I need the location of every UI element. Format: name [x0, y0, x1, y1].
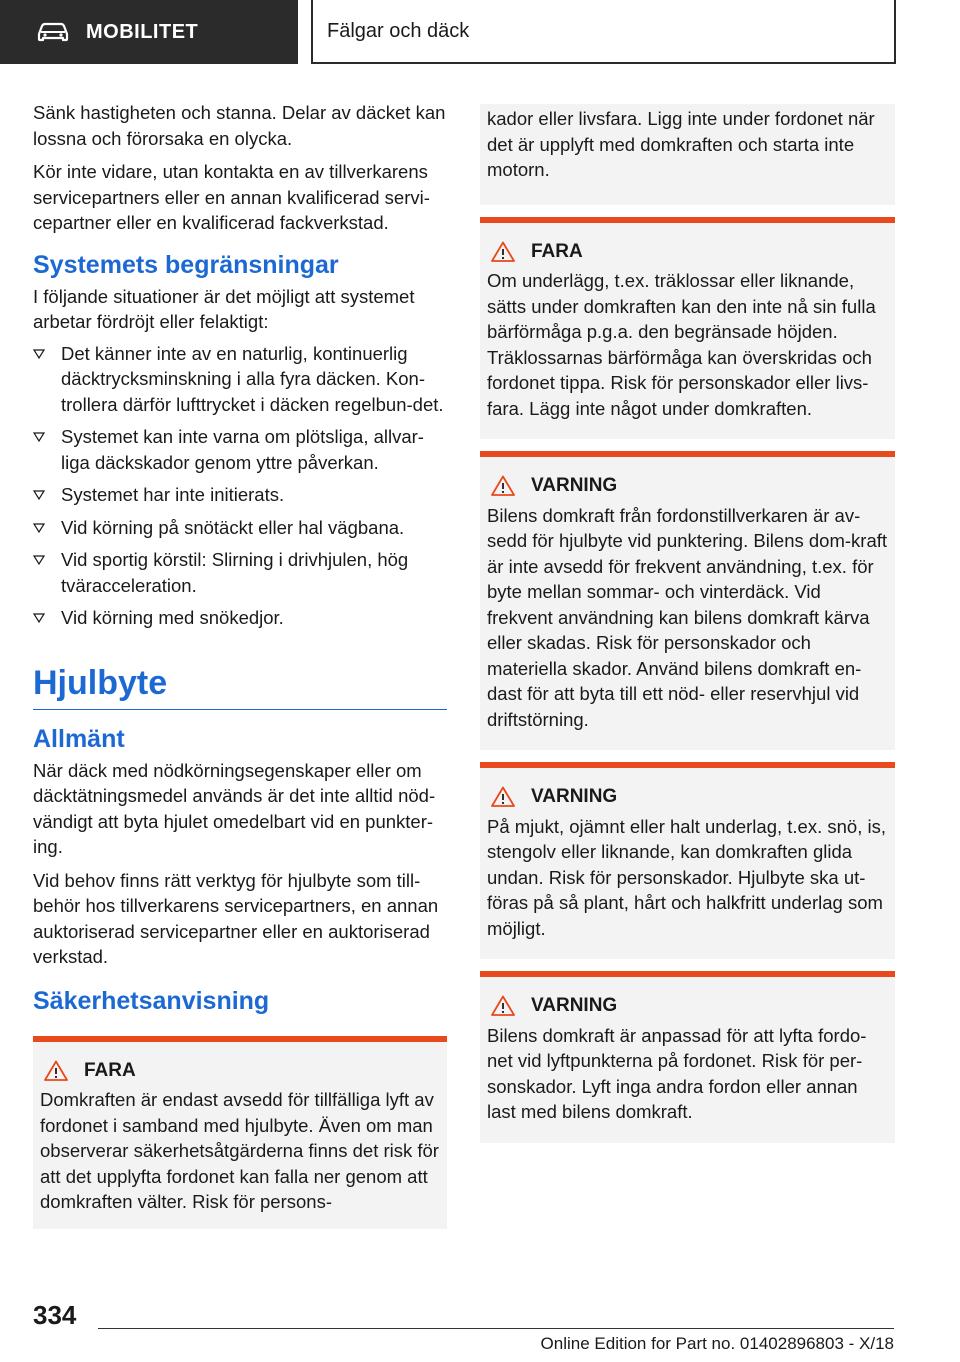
- list-item: Vid sportig körstil: Slirning i drivhjulen, hög tväracceleration.: [33, 547, 447, 598]
- warning-header: [487, 993, 888, 1019]
- warning-text: Bilens domkraft från fordonstillverkaren är av-sedd för hjulbyte vid punktering. Bilens dom-kraft är inte avsedd för frekvent användning, t.ex. för byte mellan sommar- och vinterdäck. Vid frekvent användning kan bilens domkraft kärva eller skadas. Risk för personskador och materiella skador. Använd bilens domkraft en-dast för att byta till ett nöd- eller reservhjul vid driftstörning.: [487, 504, 888, 730]
- warning-box-danger-continued: [480, 104, 895, 205]
- general-heading: Allmänt: [33, 724, 125, 753]
- limits-heading: Systemets begränsningar: [33, 250, 339, 279]
- triangle-bullet-icon: [33, 432, 45, 442]
- warning-text: Om underlägg, t.ex. träklossar eller liknande, sätts under domkraften kan den inte nå sin fulla bärförmåga p.g.a. den begränsade höjden. Träklossarnas bärförmåga kan överskridas och fordonet tippa. Risk för personskador eller livs-fara. Lägg inte något under domkraften.: [487, 270, 876, 419]
- car-icon: [36, 22, 70, 42]
- list-item: Systemet kan inte varna om plötsliga, allvar-liga däckskador genom yttre påverkan.: [33, 424, 447, 475]
- list-item: Vid körning på snötäckt eller hal vägbana.: [33, 515, 447, 541]
- footer-divider: [98, 1328, 894, 1329]
- paragraph: Vid behov finns rätt verktyg för hjulbyte som till-behör hos tillverkarens servicepartners, en annan auktoriserad servicepartner eller en auktoriserad verkstad.: [33, 869, 439, 967]
- warning-box-caution: [480, 451, 895, 750]
- warning-triangle-icon: [44, 1060, 68, 1081]
- header-section-tab: [0, 0, 298, 64]
- header-chapter-title: Fälgar och däck: [327, 19, 470, 42]
- triangle-bullet-icon: [33, 523, 45, 533]
- list-item: Systemet har inte initierats.: [33, 482, 447, 508]
- warning-title: VARNING: [531, 995, 618, 1016]
- right-column: [480, 104, 895, 1155]
- triangle-bullet-icon: [33, 349, 45, 359]
- safety-heading: Säkerhetsanvisning: [33, 986, 270, 1015]
- warning-header: [40, 1058, 440, 1084]
- warning-triangle-icon: [491, 475, 515, 496]
- warning-header: [487, 473, 888, 499]
- left-column: [33, 100, 447, 1229]
- warning-triangle-icon: [491, 241, 515, 262]
- warning-box-caution: [480, 762, 895, 959]
- warning-title: VARNING: [531, 475, 618, 496]
- page-number: 334: [33, 1300, 77, 1330]
- triangle-bullet-icon: [33, 613, 45, 623]
- warning-title: FARA: [531, 240, 583, 262]
- warning-box-danger: [33, 1036, 447, 1229]
- paragraph: Kör inte vidare, utan kontakta en av tillverkarens servicepartners eller en annan kvalificerad servi-cepartner eller en kvalificerad fackverkstad.: [33, 161, 430, 233]
- paragraph: När däck med nödkörningsegenskaper eller om däcktätningsmedel används är det inte alltid nöd-vändigt att byta hjulet omedelbart vid en punkter-ing.: [33, 759, 436, 857]
- list-item: Det känner inte av en naturlig, kontinuerlig däcktrycksminskning i alla fyra däcken. Kon-trollera därför lufttrycket i däcken regelbun-det.: [33, 341, 447, 418]
- warning-text: Bilens domkraft är anpassad för att lyfta fordo-net vid lyftpunkterna på fordonet. Risk för per-sonskador. Lyft inga andra fordon eller annan last med bilens domkraft.: [487, 1024, 867, 1122]
- warning-text: kador eller livsfara. Ligg inte under fordonet när det är upplyft med domkraften och starta inte motorn.: [487, 108, 875, 180]
- footer-edition: Online Edition for Part no. 01402896803 - X/18: [540, 1334, 894, 1353]
- warning-text: Domkraften är endast avsedd för tillfälliga lyft av fordonet i samband med hjulbyte. Även om man observerar säkerhetsåtgärderna finns det risk för att det upplyfta fordonet kan falla ner genom att domkraften välter. Risk för persons-: [40, 1089, 439, 1212]
- warning-title: FARA: [84, 1059, 136, 1081]
- paragraph: Sänk hastigheten och stanna. Delar av däcket kan lossna och förorsaka en olycka.: [33, 102, 446, 149]
- triangle-bullet-icon: [33, 555, 45, 565]
- header-chapter-tab: [311, 0, 896, 64]
- warning-triangle-icon: [491, 995, 515, 1016]
- warning-header: [487, 239, 888, 265]
- main-heading: Hjulbyte: [33, 663, 447, 710]
- header-section-title: MOBILITET: [86, 20, 199, 43]
- limits-intro: I följande situationer är det möjligt att systemet arbetar fördröjt eller felaktigt:: [33, 285, 415, 332]
- warning-box-danger: [480, 217, 895, 440]
- warning-text: På mjukt, ojämnt eller halt underlag, t.ex. snö, is, stengolv eller liknande, kan domkraften glida undan. Risk för personskador. Hjulbyte ska ut-föras på så plant, hårt och halkfritt underlag som möjligt.: [487, 815, 886, 939]
- warning-title: VARNING: [531, 786, 618, 807]
- warning-header: [487, 784, 888, 810]
- list-item: Vid körning med snökedjor.: [33, 605, 447, 631]
- warning-triangle-icon: [491, 786, 515, 807]
- triangle-bullet-icon: [33, 490, 45, 500]
- limits-list: [33, 341, 447, 631]
- warning-box-caution: [480, 971, 895, 1143]
